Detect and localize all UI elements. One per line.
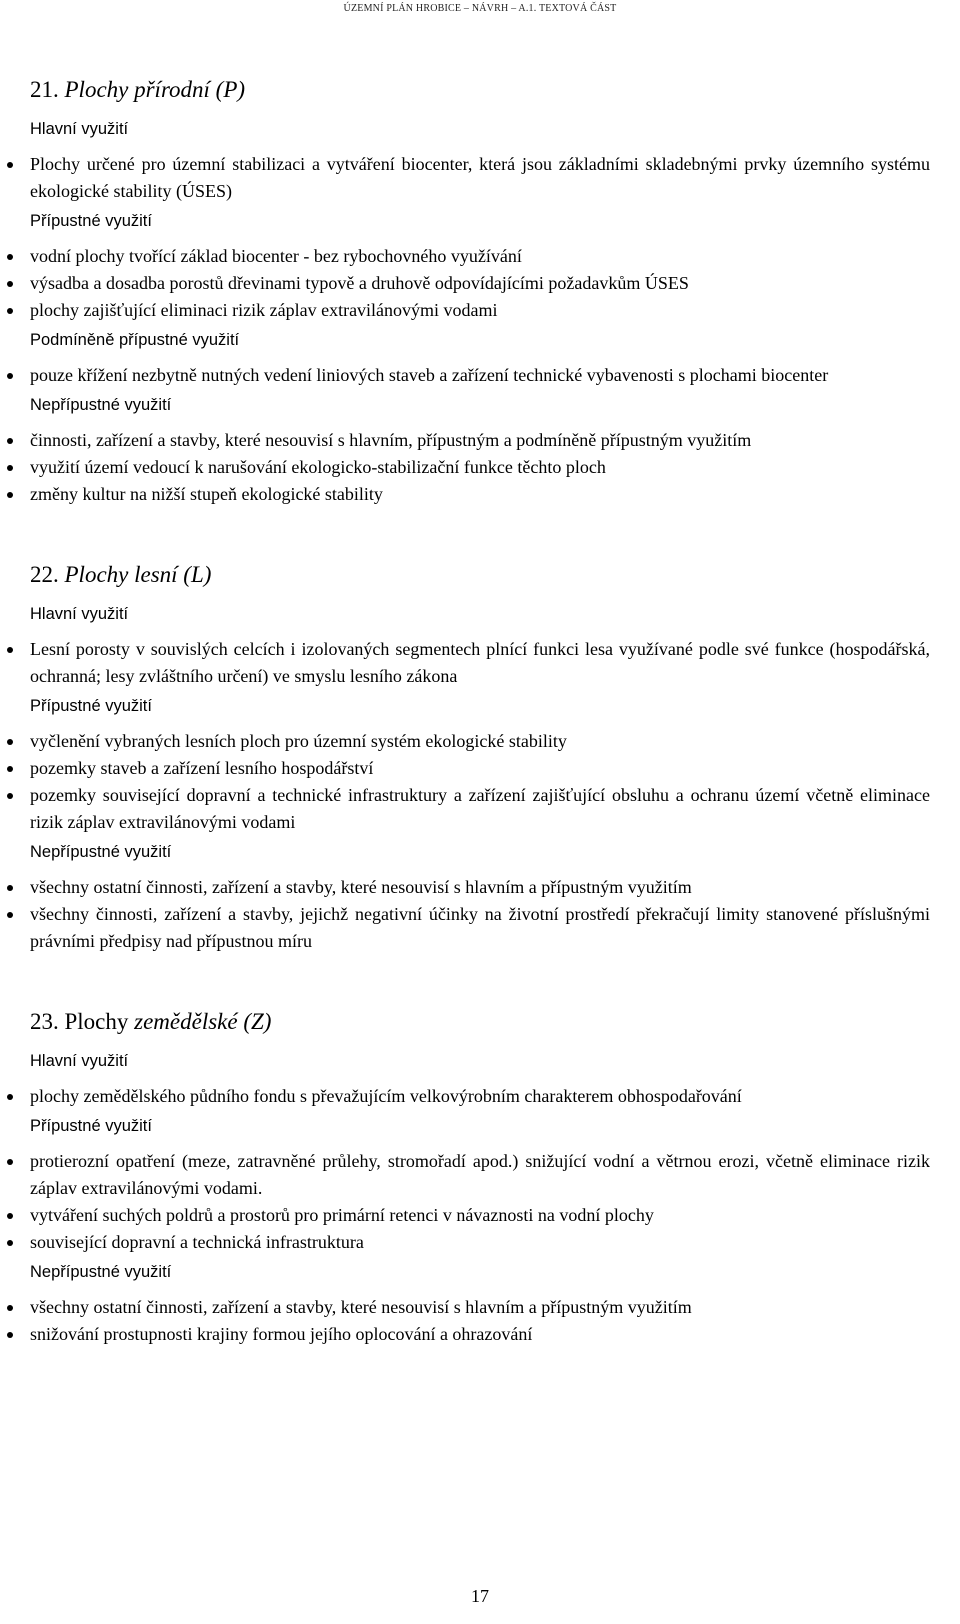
bullet-list [30, 636, 930, 690]
subsection-heading: Přípustné využití [30, 697, 152, 715]
section-title [30, 559, 930, 591]
subsection-heading: Hlavní využití [30, 1052, 129, 1070]
list-item: vytváření suchých poldrů a prostorů pro primární retenci v návaznosti na vodní plochy [30, 1202, 930, 1229]
subsection-heading: Hlavní využití [30, 605, 129, 623]
list-item: vyčlenění vybraných lesních ploch pro územní systém ekologické stability [30, 728, 930, 755]
list-item: vodní plochy tvořící základ biocenter - bez rybochovného využívání [30, 243, 930, 270]
list-item: všechny činnosti, zařízení a stavby, jejichž negativní účinky na životní prostředí překračují limity stanovené příslušnými právními předpisy nad přípustnou míru [30, 901, 930, 955]
bullet-list [30, 874, 930, 955]
list-item: všechny ostatní činnosti, zařízení a stavby, které nesouvisí s hlavním a přípustným využitím [30, 874, 930, 901]
bullet-list [30, 151, 930, 205]
section-title-italic: Plochy lesní (L) [64, 562, 212, 587]
list-item: pozemky související dopravní a technické infrastruktury a zařízení zajišťující obsluhu a ochranu území včetně eliminace rizik záplav extravilánovými vodami [30, 782, 930, 836]
bullet-list [30, 362, 930, 389]
list-item: výsadba a dosadba porostů dřevinami typově a druhově odpovídajícími požadavkům ÚSES [30, 270, 930, 297]
list-item: protierozní opatření (meze, zatravněné průlehy, stromořadí apod.) snižující vodní a větrnou erozi, včetně eliminace rizik záplav extravilánovými vodami. [30, 1148, 930, 1202]
subsection-heading: Přípustné využití [30, 1117, 152, 1135]
section-title-plain: Plochy [64, 1009, 129, 1034]
subsection-heading: Podmíněně přípustné využití [30, 331, 240, 349]
section-number: 23. [30, 1009, 59, 1034]
list-item: plochy zajišťující eliminaci rizik záplav extravilánovými vodami [30, 297, 930, 324]
subsection-heading: Hlavní využití [30, 120, 129, 138]
list-item: všechny ostatní činnosti, zařízení a stavby, které nesouvisí s hlavním a přípustným využitím [30, 1294, 930, 1321]
bullet-list [30, 1148, 930, 1256]
subsection-heading: Nepřípustné využití [30, 1263, 172, 1281]
list-item: Lesní porosty v souvislých celcích i izolovaných segmentech plnící funkci lesa využívané podle své funkce (hospodářská, ochranná; lesy zvláštního určení) ve smyslu lesního zákona [30, 636, 930, 690]
bullet-list [30, 243, 930, 324]
subsection-heading: Nepřípustné využití [30, 843, 172, 861]
bullet-list [30, 728, 930, 836]
subsection-heading: Přípustné využití [30, 212, 152, 230]
section-spacer [30, 960, 930, 1006]
bullet-list [30, 427, 930, 508]
subsection-heading: Nepřípustné využití [30, 396, 172, 414]
list-item: plochy zemědělského půdního fondu s převažujícím velkovýrobním charakterem obhospodařování [30, 1083, 930, 1110]
section-spacer [30, 513, 930, 559]
list-item: činnosti, zařízení a stavby, které nesouvisí s hlavním, přípustným a podmíněně přípustným využitím [30, 427, 930, 454]
document-body [30, 74, 930, 1353]
section-title [30, 1006, 930, 1038]
section-title [30, 74, 930, 106]
list-item: změny kultur na nižší stupeň ekologické stability [30, 481, 930, 508]
list-item: využití území vedoucí k narušování ekologicko-stabilizační funkce těchto ploch [30, 454, 930, 481]
list-item: pouze křížení nezbytně nutných vedení liniových staveb a zařízení technické vybavenosti s plochami biocenter [30, 362, 930, 389]
section-number: 22. [30, 562, 59, 587]
list-item: Plochy určené pro územní stabilizaci a vytváření biocenter, která jsou základními skladebnými prvky územního systému ekologické stability (ÚSES) [30, 151, 930, 205]
page-header: ÚZEMNÍ PLÁN HROBICE – NÁVRH – A.1. TEXTOVÁ ČÁST [343, 3, 617, 14]
bullet-list [30, 1294, 930, 1348]
bullet-list [30, 1083, 930, 1110]
list-item: snižování prostupnosti krajiny formou jejího oplocování a ohrazování [30, 1321, 930, 1348]
section-number: 21. [30, 77, 59, 102]
section-title-italic: zemědělské (Z) [134, 1009, 272, 1034]
list-item: pozemky staveb a zařízení lesního hospodářství [30, 755, 930, 782]
section-title-italic: Plochy přírodní (P) [64, 77, 246, 102]
list-item: související dopravní a technická infrastruktura [30, 1229, 930, 1256]
page-number: 17 [471, 1586, 489, 1606]
